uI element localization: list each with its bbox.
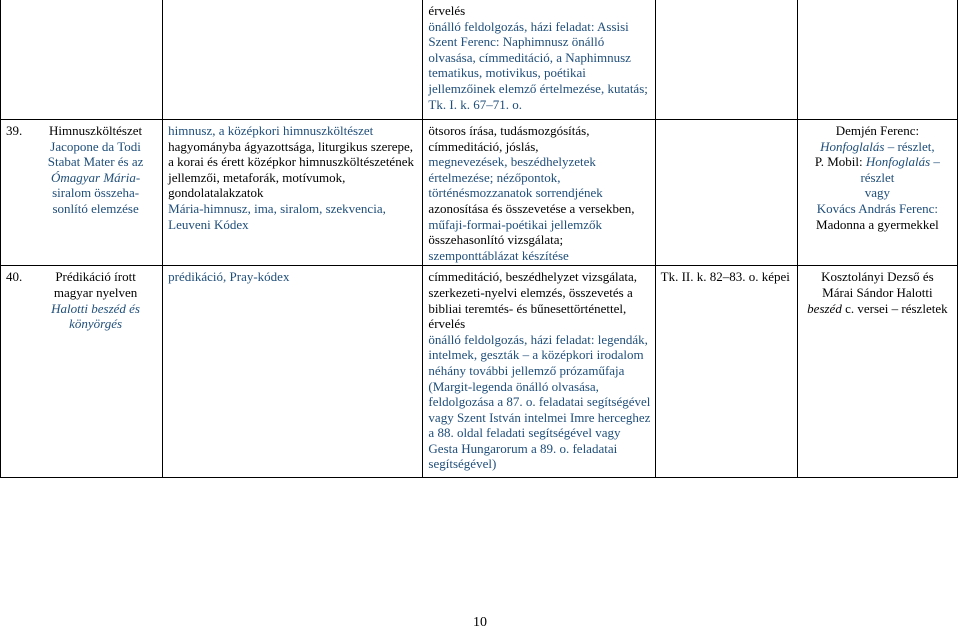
reading-title: beszéd (807, 300, 842, 316)
reading-line: Kosztolányi Dezső és (821, 269, 934, 285)
lesson-topic (34, 123, 157, 217)
activity-line: vagy Szent István intelmei Imre herceghez (428, 409, 651, 425)
cell-images (655, 120, 797, 266)
topic-line: magyar nyelven (53, 284, 138, 300)
cell-reading (797, 266, 957, 478)
cell-topic (1, 0, 163, 120)
activity-line: jellemzőinek elemző értelmezése, kutatás; (428, 80, 648, 96)
table-row-40 (1, 266, 958, 478)
reading-line: Demjén Ferenc: (835, 123, 920, 138)
activity-line: (Margit-legenda önálló olvasása, (428, 378, 599, 394)
lesson-number: 39. (6, 123, 23, 138)
activity-line: összehasonlító vizsgálata; (428, 232, 564, 248)
lesson-topic (34, 269, 157, 331)
cell-images (655, 266, 797, 478)
content-line: jellemzői, metaforák, motívumok, (168, 169, 346, 185)
activity-line: olvasása, címmeditáció, a Naphimnusz (428, 49, 631, 65)
images-reference: Tk. II. k. 82–83. o. képei (660, 269, 790, 285)
activity-line: ötsoros írása, tudásmozgósítás, (428, 123, 590, 138)
topic-line: Halotti beszéd és (51, 300, 140, 316)
activity-line: a 88. oldal feladati segítségével vagy (428, 425, 621, 441)
activity-line: szerkezeti-nyelvi elemzés, összevetés a (428, 284, 633, 300)
reading-line (803, 154, 952, 170)
content-line: Mária-himnusz, ima, siralom, szekvencia, (168, 200, 386, 216)
table-row-continuation (1, 0, 958, 120)
activity-line: műfaji-formai-poétikai jellemzők (428, 216, 603, 232)
topic-line: Stabat Mater és az (47, 154, 144, 170)
activity-line: értelmezése; nézőpontok, (428, 169, 561, 185)
activity-line: segítségével) (428, 456, 497, 472)
cell-activity (423, 266, 655, 478)
activity-line: Szent Ferenc: Naphimnusz önálló (428, 34, 605, 50)
reading-text: – részlet, (884, 138, 935, 154)
content-line: himnusz, a középkori himnuszköltészet (168, 123, 374, 138)
cell-content (163, 266, 423, 478)
reading-line (803, 139, 952, 155)
cell-content (163, 120, 423, 266)
reading-title: Honfoglalás (865, 154, 931, 170)
topic-line: Jacopone da Todi (50, 138, 141, 154)
activity-line: tematikus, motivikus, poétikai (428, 65, 586, 81)
activity-line: érvelés (428, 316, 466, 332)
content-line: Leuveni Kódex (168, 216, 249, 232)
topic-line: Prédikáció írott (55, 269, 136, 285)
reading-line: Kovács András Ferenc: (816, 200, 939, 216)
activity-line: bibliai teremtés- és bűnesettörténettel, (428, 300, 627, 316)
cell-images (655, 0, 797, 120)
reading-line: részlet (860, 169, 895, 185)
reading-line: vagy (864, 185, 891, 201)
activity-line: címmeditáció, jóslás, (428, 138, 539, 154)
topic-line: Himnuszköltészet (49, 123, 143, 138)
content-line: a korai és érett középkor himnuszköltészetének (168, 154, 414, 170)
reading-text: P. Mobil: (814, 154, 866, 170)
cell-reading (797, 120, 957, 266)
cell-topic (1, 120, 163, 266)
reading-line (803, 301, 952, 317)
reading-text: c. versei – részletek (841, 300, 948, 316)
activity-line: azonosítása és összevetése a versekben, (428, 200, 635, 216)
activity-line: Tk. I. k. 67–71. o. (428, 96, 522, 112)
activity-line: intelmek, geszták – a középkori irodalom (428, 347, 644, 363)
activity-line: érvelés (428, 3, 466, 18)
cell-reading (797, 0, 957, 120)
cell-topic (1, 266, 163, 478)
activity-line: feldolgozása a 87. o. feladatai segítségével (428, 394, 651, 410)
topic-line: siralom összeha- (52, 185, 140, 201)
activity-line: néhány további jellemző prózaműfaja (428, 362, 625, 378)
activity-line: önálló feldolgozás, házi feladat: Assisi (428, 18, 629, 34)
activity-line: önálló feldolgozás, házi feladat: legendák, (428, 331, 648, 347)
topic-line: könyörgés (69, 316, 123, 332)
content-line: prédikáció, Pray-kódex (168, 269, 290, 285)
activity-line: szemponttáblázat készítése (428, 247, 569, 263)
activity-line: Gesta Hungarorum a 89. o. feladatai (428, 440, 618, 456)
reading-title: Honfoglalás (820, 138, 885, 154)
content-line: gondolatalakzatok (168, 185, 264, 201)
topic-line: sonlító elemzése (52, 200, 139, 216)
reading-line: Márai Sándor Halotti (822, 284, 933, 300)
cell-content (163, 0, 423, 120)
reading-text: – (930, 154, 940, 170)
lesson-number: 40. (6, 269, 23, 285)
reading-line: Madonna a gyermekkel (816, 216, 939, 232)
content-line: hagyományba ágyazottsága, liturgikus szerepe, (168, 138, 414, 154)
activity-line: történésmozzanatok sorrendjének (428, 185, 603, 201)
cell-activity (423, 120, 655, 266)
activity-line: címmeditáció, beszédhelyzet vizsgálata, (428, 269, 638, 285)
page-number: 10 (473, 615, 487, 630)
table-row-39 (1, 120, 958, 266)
cell-activity (423, 0, 655, 120)
activity-line: megnevezések, beszédhelyzetek (428, 154, 596, 170)
topic-line: Ómagyar Mária- (50, 169, 141, 185)
